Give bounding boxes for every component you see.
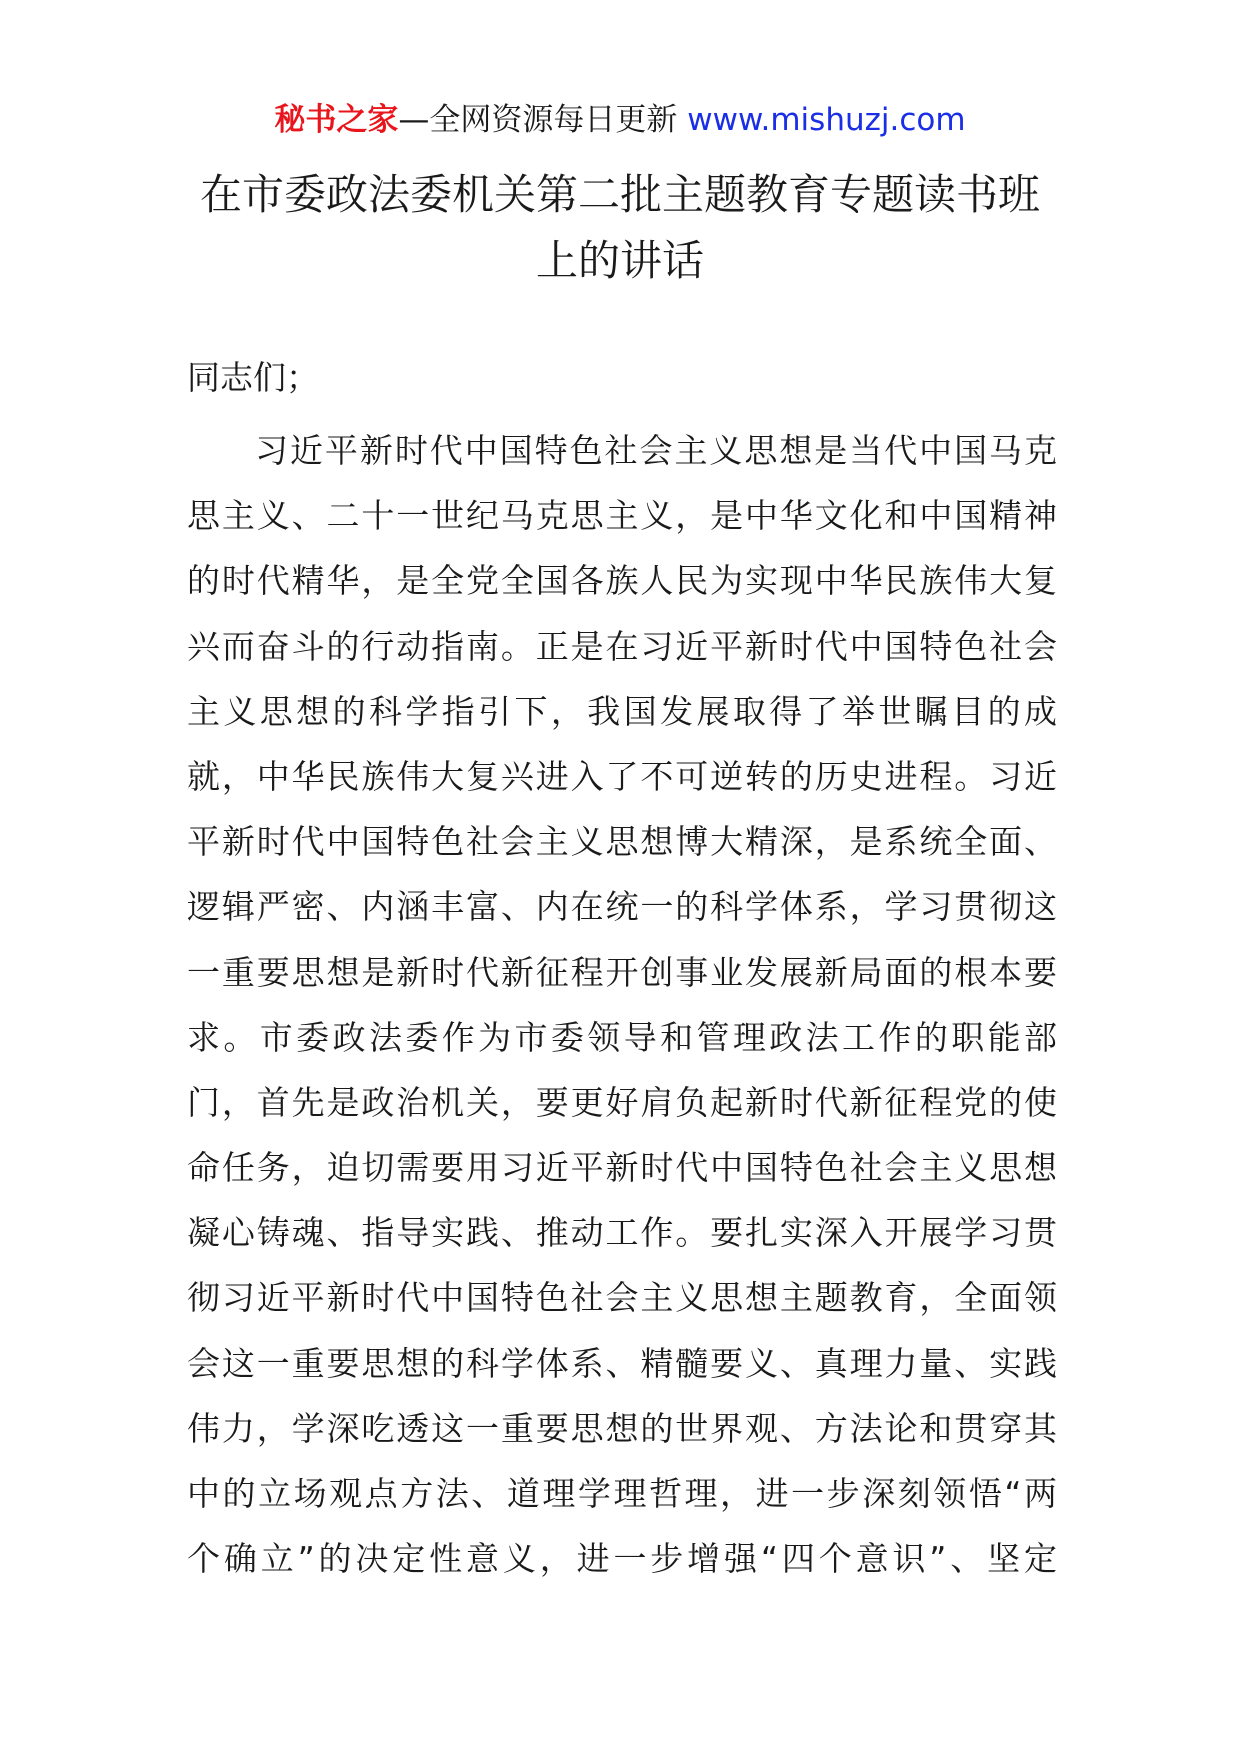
paragraph-line: 习近平新时代中国特色社会主义思想是当代中国马克 (255, 431, 1057, 470)
paragraph-line: 会这一重要思想的科学体系、精髓要义、真理力量、实践 (187, 1343, 1057, 1383)
paragraph-line: 门，首先是政治机关，要更好肩负起新时代新征程党的使 (187, 1082, 1057, 1122)
paragraph-line: 兴而奋斗的行动指南。正是在习近平新时代中国特色社会 (187, 626, 1057, 666)
paragraph-line: 中的立场观点方法、道理学理哲理，进一步深刻领悟“两 (187, 1474, 1057, 1513)
salutation: 同志们； (187, 358, 319, 397)
paragraph-line: 凝心铸魂、指导实践、推动工作。要扎实深入开展学习贯 (187, 1213, 1057, 1253)
paragraph-line: 求。市委政法委作为市委领导和管理政法工作的职能部 (187, 1017, 1057, 1057)
site-header-banner (0, 98, 1240, 142)
paragraph-line: 平新时代中国特色社会主义思想博大精深，是系统全面、 (187, 822, 1057, 862)
paragraph-line: 伟力，学深吃透这一重要思想的世界观、方法论和贯穿其 (187, 1408, 1057, 1448)
header-tagline: —全网资源每日更新 (398, 102, 688, 138)
paragraph-line: 逻辑严密、内涵丰富、内在统一的科学体系，学习贯彻这 (187, 887, 1057, 927)
paragraph-line: 就，中华民族伟大复兴进入了不可逆转的历史进程。习近 (187, 756, 1057, 796)
paragraph-line: 的时代精华，是全党全国各族人民为实现中华民族伟大复 (187, 561, 1057, 601)
paragraph-line: 彻习近平新时代中国特色社会主义思想主题教育，全面领 (187, 1278, 1057, 1318)
paragraph-line: 一重要思想是新时代新征程开创事业发展新局面的根本要 (187, 952, 1057, 992)
paragraph-line: 个确立”的决定性意义，进一步增强“四个意识”、坚定 (187, 1539, 1057, 1579)
paragraph-line: 命任务，迫切需要用习近平新时代中国特色社会主义思想 (187, 1148, 1057, 1188)
paragraph-line: 思主义、二十一世纪马克思主义，是中华文化和中国精神 (187, 496, 1057, 536)
body-paragraph (187, 418, 1057, 1591)
brand-name: 秘书之家 (274, 102, 399, 138)
site-url-link[interactable]: www.mishuzj.com (687, 102, 966, 138)
paragraph-line: 主义思想的科学指引下，我国发展取得了举世瞩目的成 (187, 691, 1057, 731)
document-title: 在市委政法委机关第二批主题教育专题读书班上的讲话 (199, 170, 1040, 285)
